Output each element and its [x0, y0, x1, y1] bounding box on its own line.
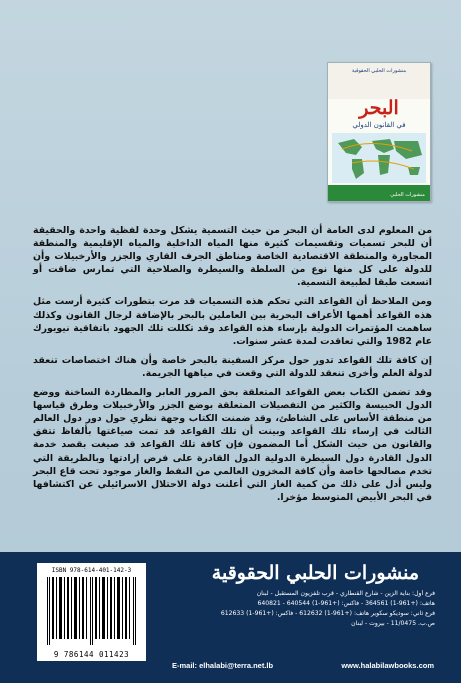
thumbnail-title: البحر — [359, 97, 399, 119]
thumbnail-publisher: منشورات الحلبي الحقوقية — [351, 68, 407, 74]
paragraph-1: من المعلوم لدى العامة أن البحر من حيث التسمية يشكل وحدة لفظية واحدة والحقيقة أن للبحر تسميات وتقسيمات كثيرة منها المياه الداخلية والمياه الإقليمية والمنطقة المجاورة والمنطقة الاقتصادية الخاصة ومناطق الجرف القاري والجزر والأرخبيلات وأن للدولة على كل منها نوع من السلطة والسيطرة والصلاحية التي تمارس ضاقت أو اتسعت طبقا لطبيعة التسمية. — [33, 225, 432, 289]
paragraph-2: ومن الملاحظ أن القواعد التي تحكم هذه التسميات قد مرت بتطورات كثيرة أرست مثل هذه القواعد أهمها الأعراف البحرية بين العاملين بالبحر بالإضافة لرجال القانون وكذلك ساهمت المؤتمرات الدولية بإرساء هذه القواعد وقد تكللت تلك الجهود باتفاقية نيويورك عام 1982 والتي تعاقدت لمدة عشر سنوات. — [33, 296, 432, 347]
address-line: فرع ثاني: سوديكو سكوير هاتف: (+961-1) 612632 - فاكس: (+961-1) 612633 — [220, 610, 435, 617]
thumbnail-footer-text: منشورات الحلبي — [390, 192, 425, 198]
isbn-number: 9 786144 011423 — [53, 650, 130, 659]
address-line: هاتف: (+961-1) 364561 - فاكس: (+961-1) 640544 - 640821 — [257, 600, 435, 607]
website-address: www.halabilawbooks.com — [341, 661, 434, 670]
thumbnail-subtitle: في القانون الدولي — [352, 121, 406, 129]
contact-row — [172, 661, 434, 670]
publisher-name: منشورات الحلبي الحقوقية — [211, 562, 419, 584]
email-address: E-mail: elhalabi@terra.net.lb — [172, 661, 274, 670]
paragraph-4: وقد تضمن الكتاب بعض القواعد المتعلقة بحق المرور العابر والمطاردة الساخنة ووضع الدول الحبيسة والكثير من التفصيلات المتعلقة بوضع الجزر والأرخبيلات وطرق قياسها من منطقة الأساس على الشاطئ، وقد ضمنت الكتاب وجهة نظري حول دور دول العالم الثالث في إرساء تلك القواعد وبينت أن تلك القواعد قد تمت صياغتها بألفاظ تتفق والقانون من حيث الشكل أما المضمون فإن كافة تلك القواعد قد صيغت بقصد خدمة الدول القادرة دول السيطرة الدولية الدول القادرة على فرض إرادتها وبالطريقة التي تخدم مصالحها خاصة وأن كافة المخزون العالمي من النفط والغاز موجود تحت قاع البحر وليس أدل على ذلك من كمية الغاز التي أعلنت دولة الاحتلال الاسرائيلي عن اكتشافها في البحر الأبيض المتوسط مؤخرا. — [33, 387, 432, 503]
address-line: ص.ب. 11/0475 - بيروت - لبنان — [351, 620, 435, 627]
paragraph-3: إن كافة تلك القواعد تدور حول مركز السفينة بالبحر خاصة وأن هناك اختصاصات تنعقد لدولة العلم وأخرى تنعقد للدولة التي وقعت في مياهها الجريمة. — [33, 354, 432, 379]
barcode-image — [45, 577, 138, 645]
world-map-image — [332, 133, 426, 183]
back-cover-description — [33, 224, 432, 507]
address-line: فرع أول: بناية الزين - شارع القنطاري - قرب تلفزيون المستقبل - لبنان — [256, 590, 435, 597]
thumbnail-footer-band — [328, 185, 430, 201]
isbn-barcode-box — [37, 563, 146, 661]
book-cover-thumbnail — [327, 62, 431, 202]
isbn-label: ISBN 978-614-401-142-3 — [51, 567, 132, 574]
